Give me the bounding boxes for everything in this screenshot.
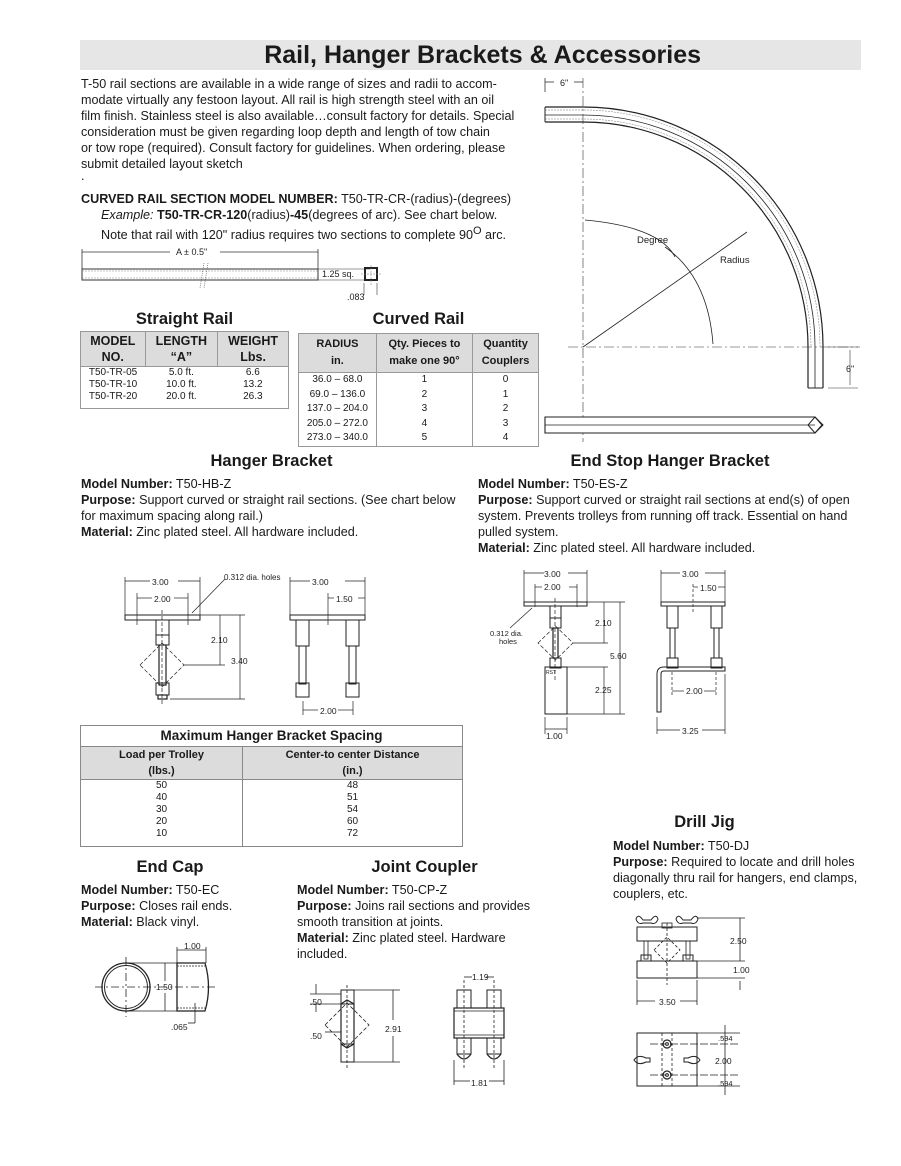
end-stop-desc: Model Number: T50-ES-Z Purpose: Support curved or straight rail sections at end(s) of open system. Prevents trolleys from running off track. Essential on hand pulled system. Material: Zinc plated steel. All hardware included. <box>478 477 850 555</box>
table-row: 205.0 – 272.0 4 3 <box>299 417 539 432</box>
dim-label: .50 <box>310 997 322 1007</box>
end-cap-title: End Cap <box>136 858 204 876</box>
intro-paragraph <box>81 76 546 183</box>
dim-label: 2.00 <box>715 1056 732 1066</box>
degree-label: Degree <box>637 235 669 246</box>
dim-label: 0.312 dia. <box>490 629 523 638</box>
dim-label: 3.40 <box>231 656 248 666</box>
joint-coupler-title: Joint Coupler <box>371 858 478 876</box>
col-header-length: LENGTH “A” <box>145 332 218 367</box>
table-row: 50 48 <box>81 780 463 793</box>
table-row: T50-TR-05 5.0 ft. 6.6 <box>88 367 260 378</box>
curved-rail-table <box>298 333 539 447</box>
table-row: 273.0 – 340.0 5 4 <box>299 431 539 446</box>
col-header-radius: RADIUS in. <box>299 334 377 373</box>
dim-label: 2.00 <box>544 582 561 592</box>
dim-label: 1.50 <box>156 982 173 992</box>
dim-label: 1.50 <box>700 583 717 593</box>
example-model: T50-TR-CR-120 <box>157 208 248 222</box>
intro-line: modate virtually any festoon layout. All rail is high strength steel with an oil <box>81 93 495 107</box>
col-header-load: Load per Trolley (lbs.) <box>81 747 243 780</box>
wall-label: .083 <box>347 292 365 302</box>
dim-label: .594 <box>718 1079 733 1088</box>
straight-rail-table <box>80 331 289 409</box>
section-label: 1.25 sq. <box>322 269 355 279</box>
intro-line: . <box>81 169 85 183</box>
model-number: T50-DJ <box>704 839 750 853</box>
intro-line: consideration must be given regarding loop depth and length of tow chain <box>81 125 490 139</box>
intro-line: film finish. Stainless steel is also available…consult factory for details. Special <box>81 109 515 123</box>
spec-note-end: arc. <box>481 228 507 243</box>
table-row: T50-TR-20 20.0 ft. 26.3 <box>88 391 263 402</box>
side-offset-label: 6" <box>846 364 855 374</box>
hanger-bracket-title: Hanger Bracket <box>210 452 333 470</box>
dim-label: 1.19 <box>472 972 489 982</box>
col-header-distance: Center-to center Distance (in.) <box>243 747 463 780</box>
intro-line: T-50 rail sections are available in a wide range of sizes and radii to accom- <box>81 77 497 91</box>
dim-label: 1.81 <box>471 1078 488 1088</box>
spec-label: CURVED RAIL SECTION MODEL NUMBER: <box>81 192 338 206</box>
end-cap-drawing <box>90 935 240 1035</box>
table-row: 36.0 – 68.0 1 0 <box>299 373 539 388</box>
dim-label: 0.312 dia. holes <box>224 573 281 582</box>
curved-rail-model-spec <box>81 191 551 243</box>
table-row: T50-TR-10 10.0 ft. 13.2 <box>88 379 263 390</box>
dim-label: 3.50 <box>659 997 676 1007</box>
joint-coupler-drawing <box>295 960 535 1095</box>
spec-note: Note that rail with 120" radius requires two sections to complete 90 <box>101 228 473 243</box>
title-bar <box>80 40 861 70</box>
col-header-weight: WEIGHT Lbs. <box>218 332 289 367</box>
end-stop-drawing <box>480 562 760 747</box>
col-header-model: MODEL NO. <box>81 332 146 367</box>
table-row: 69.0 – 136.0 2 1 <box>299 388 539 403</box>
dim-label: 2.00 <box>686 686 703 696</box>
example-degrees: -45 <box>289 208 309 222</box>
dim-label: 1.50 <box>336 594 353 604</box>
dim-label: 2.25 <box>595 685 612 695</box>
spacing-table-title: Maximum Hanger Bracket Spacing <box>80 725 463 746</box>
table-row: 30 54 <box>81 804 463 816</box>
drill-jig-title: Drill Jig <box>674 813 735 831</box>
model-number: T50-ES-Z <box>569 477 628 491</box>
table-row: 10 72 <box>81 828 463 847</box>
length-label: A ± 0.5" <box>176 247 208 257</box>
straight-rail-title: Straight Rail <box>135 310 234 328</box>
radius-label: Radius <box>720 255 750 266</box>
example-rest: (degrees of arc). See chart below. <box>308 208 498 222</box>
joint-coupler-desc: Model Number: T50-CP-Z Purpose: Joins rail sections and provides smooth transition at joints. Material: Zinc plated steel. Hardware included. <box>297 883 531 961</box>
dim-label: 2.91 <box>385 1024 402 1034</box>
curved-rail-title: Curved Rail <box>372 310 465 328</box>
end-stop-title: End Stop Hanger Bracket <box>570 452 770 470</box>
straight-rail-drawing <box>80 243 390 303</box>
dim-label: 2.10 <box>211 635 228 645</box>
col-header-couplers: Quantity Couplers <box>473 334 539 373</box>
dim-label: holes <box>499 637 517 646</box>
dim-label: 5.60 <box>610 651 627 661</box>
dim-label: 2.00 <box>154 594 171 604</box>
dim-label: 2.10 <box>595 618 612 628</box>
intro-line: or tow rope (required). Consult factory for guidelines. When ordering, please <box>81 141 506 155</box>
end-cap-desc: Model Number: T50-EC Purpose: Closes rail ends. Material: Black vinyl. <box>81 883 233 929</box>
drill-jig-desc: Model Number: T50-DJ Purpose: Required to locate and drill holes diagonally thru rail for hangers, end clamps, couplers, etc. <box>613 839 858 901</box>
dim-label: 3.00 <box>682 569 699 579</box>
degree-sup: O <box>472 225 482 237</box>
model-number: T50-CP-Z <box>388 883 448 897</box>
intro-line: submit detailed layout sketch <box>81 157 243 171</box>
hanger-spacing-table <box>80 725 463 847</box>
drill-jig-drawing <box>610 905 780 1095</box>
dim-label: 3.00 <box>312 577 329 587</box>
page-title: Rail, Hanger Brackets & Accessories <box>264 41 701 69</box>
dim-label: RST <box>546 670 556 676</box>
top-offset-label: 6" <box>560 78 569 88</box>
dim-label: 1.00 <box>184 941 201 951</box>
dim-label: .594 <box>718 1034 733 1043</box>
model-number: T50-EC <box>172 883 220 897</box>
model-number: T50-HB-Z <box>172 477 232 491</box>
hanger-bracket-drawing <box>100 565 400 725</box>
col-header-qty-pieces: Qty. Pieces to make one 90° <box>376 334 472 373</box>
spec-pattern: T50-TR-CR-(radius)-(degrees) <box>337 192 512 206</box>
dim-label: 1.00 <box>546 731 563 741</box>
dim-label: 3.25 <box>682 726 699 736</box>
dim-label: 2.00 <box>320 706 337 716</box>
dim-label: 1.00 <box>733 965 750 975</box>
table-row: 137.0 – 204.0 3 2 <box>299 402 539 417</box>
dim-label: .065 <box>171 1022 188 1032</box>
example-label: Example: <box>101 208 154 222</box>
dim-label: 3.00 <box>152 577 169 587</box>
curved-rail-drawing <box>540 72 870 442</box>
table-row: 40 51 <box>81 792 463 804</box>
example-radius: (radius) <box>247 208 290 222</box>
table-row: 20 60 <box>81 816 463 828</box>
dim-label: 3.00 <box>544 569 561 579</box>
hanger-bracket-desc: Model Number: T50-HB-Z Purpose: Support curved or straight rail sections. (See chart below for maximum spacing along rail.) Material: Zinc plated steel. All hardware included. <box>81 477 456 539</box>
dim-label: 2.50 <box>730 936 747 946</box>
dim-label: .50 <box>310 1031 322 1041</box>
